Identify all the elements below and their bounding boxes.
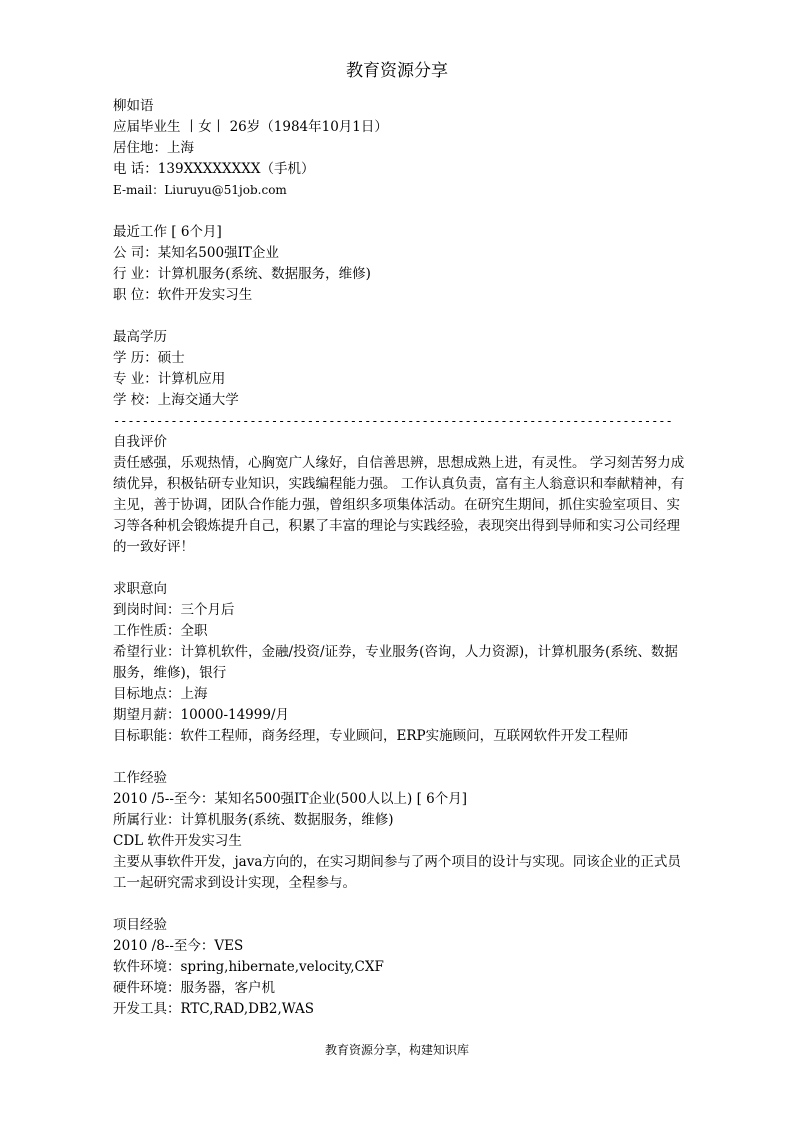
- industry-value: 计算机服务(系统、数据服务，维修): [157, 266, 371, 282]
- position-label: 职 位：: [113, 287, 158, 303]
- start-time-value: 三个月后: [180, 602, 235, 618]
- degree-label: 学 历：: [113, 350, 158, 366]
- page-title: 教育资源分享: [346, 61, 448, 81]
- section-divider: ------------------------------------------------------------------------------: [113, 414, 673, 428]
- dev-tools-label: 开发工具：: [113, 1001, 181, 1017]
- intention-row: [113, 705, 688, 726]
- work-position: CDL 软件开发实习生: [113, 833, 242, 849]
- salary-label: 期望月薪：: [113, 707, 181, 723]
- phone-label: 电 话：: [113, 161, 158, 177]
- work-period: 2010 /5--至今：某知名500强IT企业(500人以上) [ 6个月]: [113, 791, 468, 807]
- self-eval-text: 责任感强，乐观热情，心胸宽广人缘好，自信善思辨，思想成熟上进，有灵性。 学习刻苦努力成绩优异，积极钻研专业知识，实践编程能力强。 工作认真负责，富有主人翁意识和奉献精神，有主见，善于协调，团队合作能力强，曾组织多项集体活动。在研究生期间，抓住实验室项目、实习等各种机会锻炼提升自己，积累了丰富的理论与实践经验，表现突出得到导师和实习公司经理的一致好评！: [113, 455, 685, 555]
- target-location-label: 目标地点：: [113, 686, 181, 702]
- school-label: 学 校：: [113, 392, 158, 408]
- email-label: E-mail：: [113, 183, 165, 197]
- location-row: [113, 138, 688, 159]
- project-row: [113, 999, 688, 1020]
- hardware-env-value: 服务器，客户机: [180, 980, 275, 996]
- education-row: [113, 390, 688, 411]
- intention-row: [113, 684, 688, 705]
- email-value: Liuruyu@51job.com: [164, 183, 287, 197]
- recent-work-row: [113, 264, 688, 285]
- work-industry-row: [113, 810, 688, 831]
- location-value: 上海: [167, 140, 194, 156]
- intention-row: [113, 600, 688, 621]
- salary-value: 10000-14999/月: [180, 707, 290, 723]
- industry-label: 行 业：: [113, 266, 158, 282]
- dev-tools-value: RTC,RAD,DB2,WAS: [180, 1001, 314, 1017]
- industries-label: 希望行业：: [113, 644, 181, 660]
- location-label: 居住地：: [113, 140, 167, 156]
- education-row: [113, 348, 688, 369]
- company-value: 某知名500强IT企业: [157, 245, 279, 261]
- intention-row: [113, 642, 688, 684]
- recent-work-heading: 最近工作 [ 6个月]: [113, 224, 222, 240]
- work-industry-label: 所属行业：: [113, 812, 181, 828]
- industries-value: 计算机软件，金融/投资/证券，专业服务(咨询，人力资源)，计算机服务(系统、数据服务，维修)，银行: [113, 644, 678, 681]
- phone-row: [113, 159, 688, 180]
- job-intention-heading: 求职意向: [113, 581, 167, 597]
- functions-label: 目标职能：: [113, 728, 181, 744]
- phone-value: 139XXXXXXXX（手机）: [157, 161, 315, 177]
- job-type-label: 工作性质：: [113, 623, 181, 639]
- candidate-name: 柳如语: [113, 98, 154, 114]
- functions-value: 软件工程师，商务经理，专业顾问，ERP实施顾问，互联网软件开发工程师: [180, 728, 629, 744]
- education-row: [113, 369, 688, 390]
- software-env-label: 软件环境：: [113, 959, 181, 975]
- recent-work-row: [113, 285, 688, 306]
- project-row: [113, 978, 688, 999]
- page-footer: 教育资源分享，构建知识库: [324, 1043, 469, 1057]
- project-row: [113, 957, 688, 978]
- company-label: 公 司：: [113, 245, 158, 261]
- status-line: 应届毕业生 丨女丨 26岁（1984年10月1日）: [113, 119, 388, 135]
- major-value: 计算机应用: [157, 371, 226, 387]
- software-env-value: spring,hibernate,velocity,CXF: [180, 959, 384, 975]
- degree-value: 硕士: [157, 350, 185, 366]
- school-value: 上海交通大学: [157, 392, 239, 408]
- intention-row: [113, 726, 688, 747]
- work-experience-heading: 工作经验: [113, 770, 167, 786]
- education-heading: 最高学历: [113, 329, 167, 345]
- self-eval-heading: 自我评价: [113, 434, 167, 450]
- hardware-env-label: 硬件环境：: [113, 980, 181, 996]
- email-row: [113, 180, 688, 201]
- work-description: 主要从事软件开发，java方向的，在实习期间参与了两个项目的设计与实现。同该企业的正式员工一起研究需求到设计实现，全程参与。: [113, 854, 681, 891]
- intention-row: [113, 621, 688, 642]
- projects-heading: 项目经验: [113, 917, 167, 933]
- project-period: 2010 /8--至今：VES: [113, 938, 244, 954]
- resume-body: [113, 96, 688, 1020]
- position-value: 软件开发实习生: [157, 287, 253, 303]
- recent-work-row: [113, 243, 688, 264]
- target-location-value: 上海: [180, 686, 208, 702]
- job-type-value: 全职: [180, 623, 208, 639]
- major-label: 专 业：: [113, 371, 158, 387]
- start-time-label: 到岗时间：: [113, 602, 181, 618]
- work-industry-value: 计算机服务(系统、数据服务，维修): [180, 812, 394, 828]
